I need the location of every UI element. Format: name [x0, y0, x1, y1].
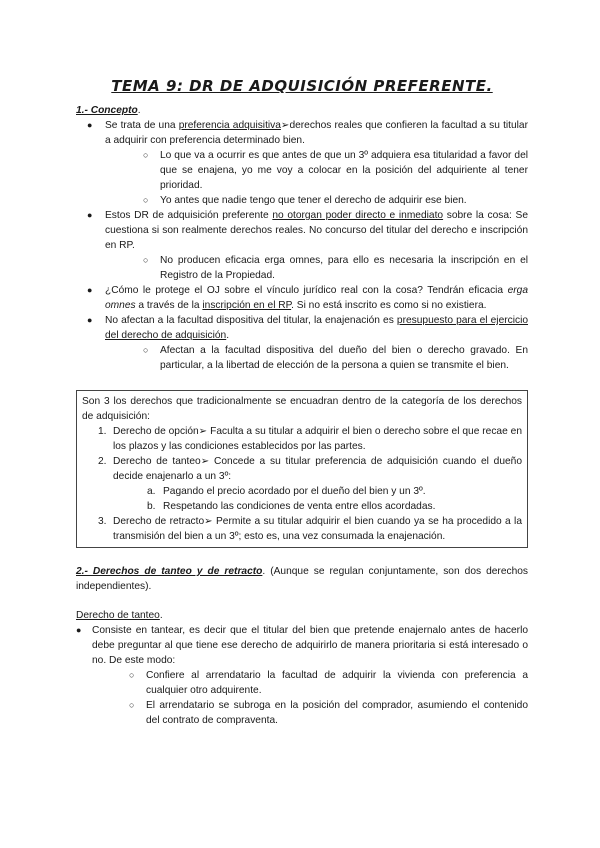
bullet-text: Estos DR de adquisición preferente	[105, 210, 273, 221]
list-item: ○ Confiere al arrendatario la facultad de adquirir la vivienda con preferencia a cualquier otro adquirente.	[129, 668, 528, 698]
bullet-text: No afectan a la facultad dispositiva del titular, la enajenación es	[105, 315, 397, 326]
section-2-heading-suffix: . (Aunque se regulan conjuntamente, son dos derechos independientes).	[76, 566, 529, 592]
bullet-text: sobre la cosa: Se cuestiona si son realmente derechos reales. No concurso del titular del derecho e inscripción en RP.	[105, 210, 529, 251]
list-item	[147, 484, 522, 499]
list-item: ○ El arrendatario se subroga en la posición del comprador, asumiendo el contenido del contrato de compraventa.	[129, 698, 528, 728]
list-item: ○ Yo antes que nadie tengo que tener el derecho de adquirir ese bien.	[143, 193, 528, 208]
list-item	[76, 118, 528, 208]
item-text: Respetando las condiciones de venta entre ellos acordadas.	[163, 501, 436, 512]
lettered-list	[113, 484, 522, 514]
numbered-list	[82, 424, 522, 544]
underlined-term: no otorgan poder directo e inmediato	[272, 210, 444, 221]
sub-bullet-list	[105, 253, 528, 283]
list-item: ○ No producen eficacia erga omnes, para ello es necesaria la inscripción en el Registro de la Propiedad.	[143, 253, 528, 283]
item-number: 1.	[98, 426, 107, 437]
list-item	[76, 313, 528, 373]
acquisition-rights-box	[76, 390, 528, 548]
bullet-text: Consiste en tantear, es decir que el titular del bien que pretende enajernalo antes de hacerlo debe preguntar al que tiene ese derecho de adquirirlo de manera prioritaria si está interesado o no. De este modo:	[92, 625, 528, 666]
list-item	[82, 424, 522, 454]
item-number: 3.	[98, 516, 107, 527]
bullet-text: a través de la	[135, 300, 203, 311]
list-item	[82, 514, 522, 544]
document-page	[76, 76, 528, 728]
list-item	[76, 623, 528, 728]
section-1-heading-text: 1.- Concepto	[76, 105, 138, 116]
bullet-text: . Si no está inscrito es como si no existiera.	[291, 300, 487, 311]
item-text: Derecho de tanteo➢ Concede a su titular preferencia de adquisición cuando el dueño decide enajenarlo a un 3º:	[113, 456, 522, 482]
underlined-term: preferencia adquisitiva	[178, 120, 281, 131]
item-letter: a.	[147, 486, 156, 497]
bullet-text: ➢derechos reales que confieren la facultad a su titular a adquirir con preferencia determinado bien.	[105, 120, 528, 146]
document-title: TEMA 9: DR DE ADQUISICIÓN PREFERENTE.	[111, 77, 493, 95]
list-item: ○ Lo que va a ocurrir es que antes de que un 3º adquiera esa titularidad a favor del que se enajena, yo me voy a colocar en la posición del adquiriente al tener prioridad.	[143, 148, 528, 193]
section-1-heading-suffix: .	[137, 105, 141, 116]
item-text: Derecho de retracto➢ Permite a su titular adquirir el bien cuando ya se ha procedido a la transmisión del bien a un 3º; esto es, una vez consumada la enajenación.	[113, 516, 522, 542]
bullet-text: .	[226, 330, 230, 341]
subsection-heading	[76, 608, 528, 623]
item-letter: b.	[147, 501, 156, 512]
subsection-heading-text: Derecho de tanteo	[76, 610, 160, 621]
list-item	[147, 499, 522, 514]
italic-term: erga omnes	[105, 285, 528, 311]
underlined-term: presupuesto para el ejercicio del derecho de adquisición	[105, 315, 529, 341]
section-2-heading	[76, 564, 528, 594]
list-item	[76, 208, 528, 283]
item-text: Derecho de opción➢ Faculta a su titular a adquirir el bien o derecho sobre el que recae en los plazos y las condiciones establecidos por las partes.	[113, 426, 522, 452]
section-2-heading-text: 2.- Derechos de tanteo y de retracto	[76, 566, 263, 577]
item-text: Pagando el precio acordado por el dueño del bien y un 3º.	[163, 486, 426, 497]
section-1-heading	[76, 103, 528, 118]
list-item	[76, 283, 528, 313]
box-intro: Son 3 los derechos que tradicionalmente se encuadran dentro de la categoría de los derechos de adquisición:	[82, 396, 522, 422]
section-1-bullet-list	[76, 118, 528, 373]
list-item	[82, 454, 522, 514]
subsection-heading-suffix: .	[159, 610, 163, 621]
sub-bullet-list	[105, 148, 528, 208]
section-2-bullet-list	[76, 623, 528, 728]
spacer	[76, 594, 528, 608]
sub-bullet-list	[105, 343, 528, 373]
item-number: 2.	[98, 456, 107, 467]
bullet-text: ¿Cómo le protege el OJ sobre el vínculo jurídico real con la cosa? Tendrán eficacia	[105, 285, 508, 296]
bullet-text: Se trata de una	[105, 120, 179, 131]
list-item: ○ Afectan a la facultad dispositiva del dueño del bien o derecho gravado. En particular, a la libertad de elección de la persona a quien se transmite el bien.	[143, 343, 528, 373]
sub-bullet-list	[92, 668, 528, 728]
underlined-term: inscripción en el RP	[202, 300, 292, 311]
